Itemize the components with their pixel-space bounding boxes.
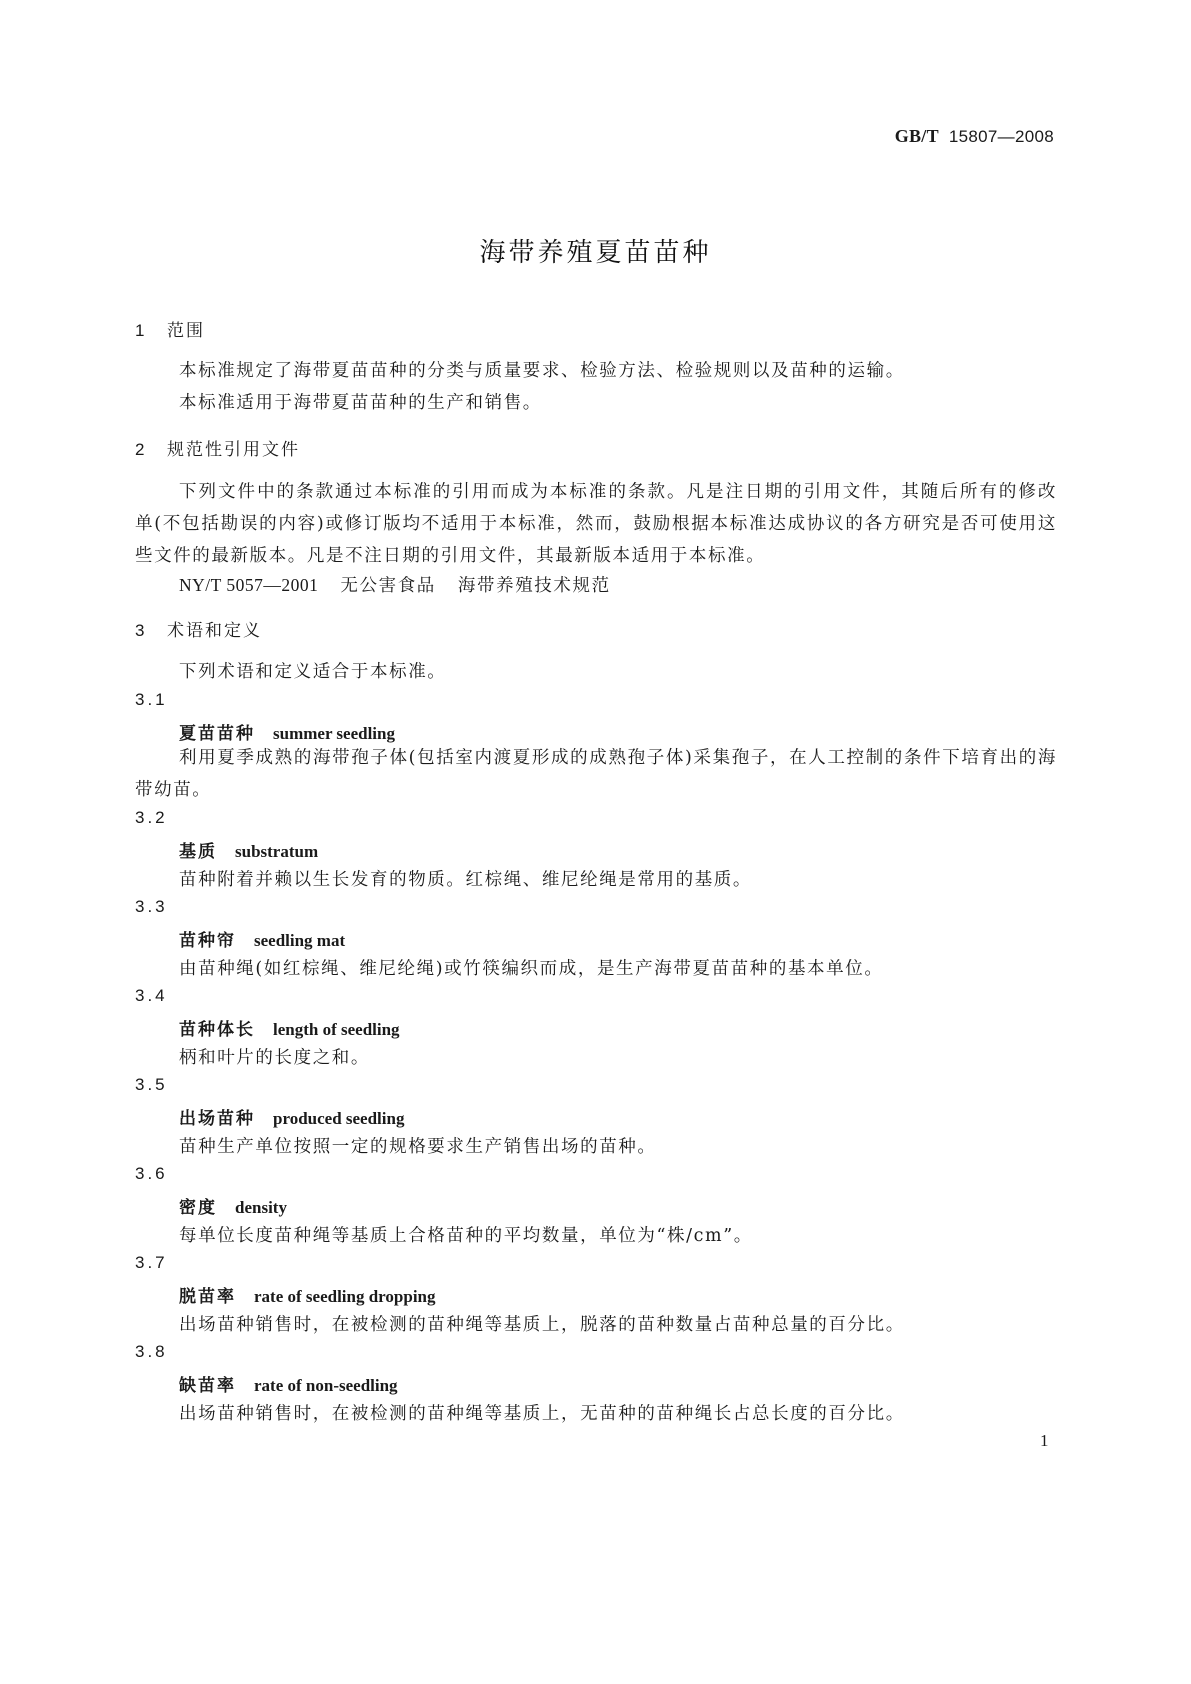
term-entry [179,1015,400,1040]
term-definition: 苗种生产单位按照一定的规格要求生产销售出场的苗种。 [179,1137,657,1157]
term-entry [179,1282,436,1307]
term-entry [179,837,318,862]
section-title: 范围 [167,321,205,341]
clause-number: 3.2 [135,808,168,827]
paragraph: 下列文件中的条款通过本标准的引用而成为本标准的条款。凡是注日期的引用文件，其随后所有的修改单(不包括勘误的内容)或修订版均不适用于本标准，然而，鼓励根据本标准达成协议的各方研究是否可使用这些文件的最新版本。凡是不注日期的引用文件，其最新版本适用于本标准。 [135,482,1057,566]
term-definition: 苗种附着并赖以生长发育的物质。红棕绳、维尼纶绳是常用的基质。 [179,870,752,890]
clause-number: 3.7 [135,1253,168,1272]
term-definition: 每单位长度苗种绳等基质上合格苗种的平均数量，单位为“株/cm”。 [179,1226,753,1246]
term-zh: 基质 [179,842,217,862]
term-zh: 出场苗种 [179,1109,255,1129]
section-heading-normative-references [135,435,300,460]
standard-prefix: GB/T [894,126,939,146]
paragraph: 本标准适用于海带夏苗苗种的生产和销售。 [179,393,542,413]
term-definition: 由苗种绳(如红棕绳、维尼纶绳)或竹筷编织而成，是生产海带夏苗苗种的基本单位。 [179,959,884,979]
term-entry [179,926,345,951]
term-zh: 缺苗率 [179,1376,236,1396]
section-number: 3 [135,621,145,640]
term-entry [179,1104,404,1129]
term-en: rate of seedling dropping [254,1287,436,1306]
term-definition: 出场苗种销售时，在被检测的苗种绳等基质上，脱落的苗种数量占苗种总量的百分比。 [179,1315,905,1335]
standard-number: 15807—2008 [948,127,1054,146]
section-number: 1 [135,321,145,340]
term-definition: 利用夏季成熟的海带孢子体(包括室内渡夏形成的成熟孢子体)采集孢子，在人工控制的条件下培育出的海带幼苗。 [135,748,1057,800]
section-title: 规范性引用文件 [167,440,300,460]
term-en: produced seedling [273,1109,405,1128]
clause-number: 3.4 [135,986,168,1005]
document-title: 海带养殖夏苗苗种 [479,238,712,268]
term-zh: 苗种帘 [179,931,236,951]
section-title: 术语和定义 [167,621,262,641]
term-entry [179,719,395,744]
section-heading-terms [135,616,262,641]
term-en: rate of non-seedling [254,1376,398,1395]
clause-number: 3.6 [135,1164,168,1183]
clause-number: 3.1 [135,690,168,709]
reference-item [179,572,611,597]
reference-code: NY/T 5057—2001 [179,575,319,595]
paragraph: 本标准规定了海带夏苗苗种的分类与质量要求、检验方法、检验规则以及苗种的运输。 [179,361,905,381]
term-en: summer seedling [273,724,395,743]
term-zh: 密度 [179,1198,217,1218]
paragraph: 下列术语和定义适合于本标准。 [179,662,447,682]
page-number: 1 [1040,1431,1049,1450]
term-zh: 苗种体长 [179,1020,255,1040]
term-zh: 脱苗率 [179,1287,236,1307]
term-en: density [235,1198,287,1217]
term-en: length of seedling [273,1020,400,1039]
clause-number: 3.5 [135,1075,168,1094]
reference-title-part2: 海带养殖技术规范 [457,576,611,596]
section-heading-scope [135,316,205,341]
term-zh: 夏苗苗种 [179,724,255,744]
term-definition: 出场苗种销售时，在被检测的苗种绳等基质上，无苗种的苗种绳长占总长度的百分比。 [179,1404,905,1424]
term-en: seedling mat [254,931,346,950]
term-definition: 柄和叶片的长度之和。 [179,1048,370,1068]
standard-code [895,126,1054,147]
term-entry [179,1193,287,1218]
clause-number: 3.3 [135,897,168,916]
reference-title-part1: 无公害食品 [340,576,436,596]
section-number: 2 [135,440,145,459]
clause-number: 3.8 [135,1342,168,1361]
term-entry [179,1371,398,1396]
term-en: substratum [235,842,319,861]
